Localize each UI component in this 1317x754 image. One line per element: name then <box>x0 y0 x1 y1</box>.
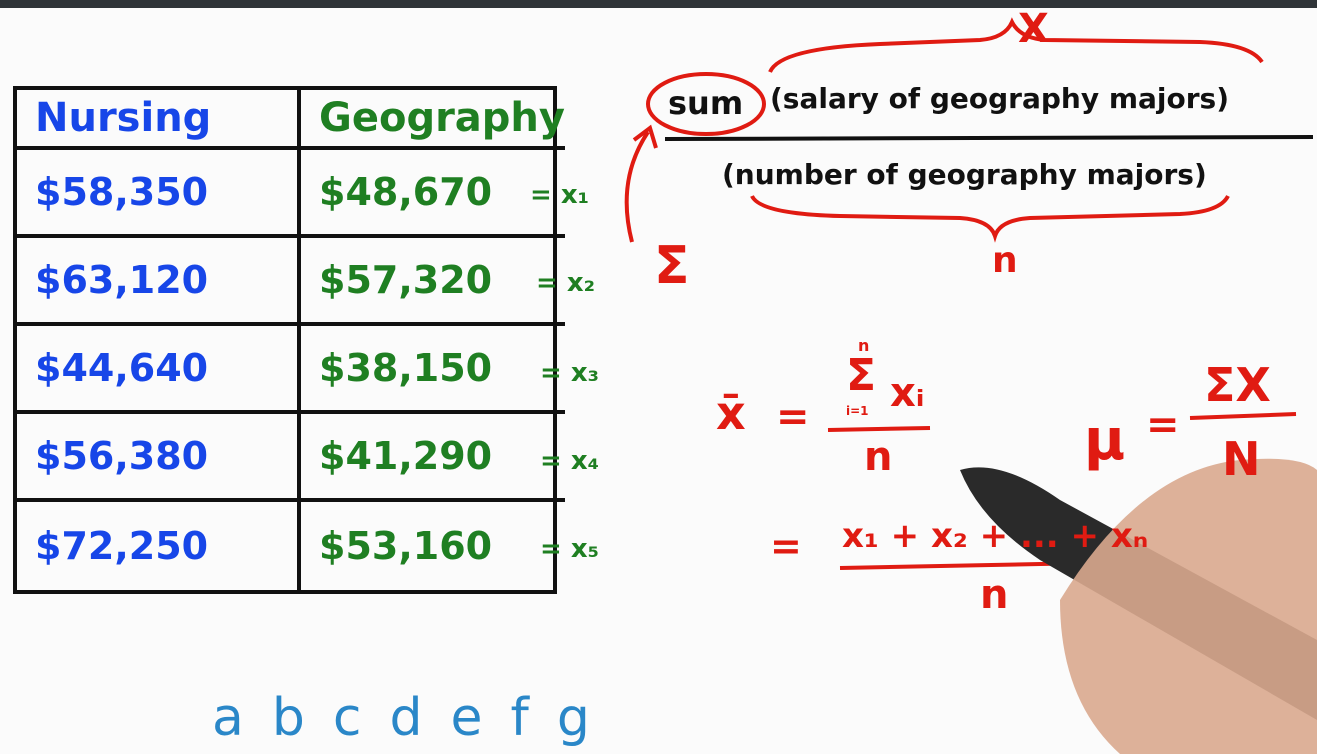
numerator-text: (salary of geography majors) <box>770 82 1229 115</box>
mu-fraction-bar <box>1190 414 1296 418</box>
bottom-brace <box>752 196 1228 236</box>
mean-denominator: n <box>864 434 893 480</box>
header-geography: Geography <box>301 90 565 150</box>
geography-salary-3: $38,150 <box>301 326 565 414</box>
mu-symbol: μ <box>1084 408 1126 473</box>
sum-symbol: Σ <box>846 350 877 401</box>
n-mark: n <box>992 240 1018 281</box>
fraction-bar <box>665 137 1313 139</box>
sum-lower-limit: i=1 <box>846 404 869 418</box>
geography-salary-5: $53,160 <box>319 524 493 568</box>
mean-equals: = <box>776 394 810 440</box>
header-nursing: Nursing <box>17 90 301 150</box>
letter-g: g <box>556 688 590 748</box>
geography-salary-4: $41,290 <box>301 414 565 502</box>
letter-b: b <box>271 688 305 748</box>
letters-row <box>212 688 590 748</box>
letter-d: d <box>389 688 423 748</box>
sum-upper-limit: n <box>858 336 870 355</box>
geography-salary-1: $48,670 <box>301 150 565 238</box>
sum-word: sum <box>668 84 744 122</box>
geography-salary-2: $57,320 <box>301 238 565 326</box>
nursing-salary-3: $44,640 <box>17 326 301 414</box>
x5-label: = x₅ <box>540 534 599 564</box>
letter-e: e <box>450 688 483 748</box>
nursing-salary-4: $56,380 <box>17 414 301 502</box>
letter-c: c <box>332 688 362 748</box>
sigma-arrow <box>627 132 648 242</box>
x2-label: = x₂ <box>536 268 595 298</box>
expand-denominator: n <box>980 572 1009 618</box>
expand-numerator: x₁ + x₂ + ... + xₙ <box>842 516 1149 556</box>
x-mark: X <box>1018 6 1049 52</box>
x4-label: = x₄ <box>540 446 599 476</box>
expand-equals: = <box>770 524 802 568</box>
xi-term: xᵢ <box>890 370 925 416</box>
nursing-salary-5: $72,250 <box>17 502 301 590</box>
mu-equals: = <box>1146 402 1180 448</box>
xbar-symbol: x̄ <box>716 386 746 440</box>
mean-fraction-bar <box>828 428 930 430</box>
top-brace <box>770 22 1262 72</box>
mu-denominator: N <box>1222 432 1261 486</box>
nursing-salary-1: $58,350 <box>17 150 301 238</box>
letter-a: a <box>212 688 244 748</box>
nursing-salary-2: $63,120 <box>17 238 301 326</box>
denominator-text: (number of geography majors) <box>722 158 1207 191</box>
mu-numerator: ΣX <box>1204 358 1271 412</box>
letter-f: f <box>510 688 529 748</box>
sigma-symbol: Σ <box>654 236 690 296</box>
x3-label: = x₃ <box>540 358 599 388</box>
x1-label: = x₁ <box>530 180 589 210</box>
hand <box>1060 459 1317 754</box>
